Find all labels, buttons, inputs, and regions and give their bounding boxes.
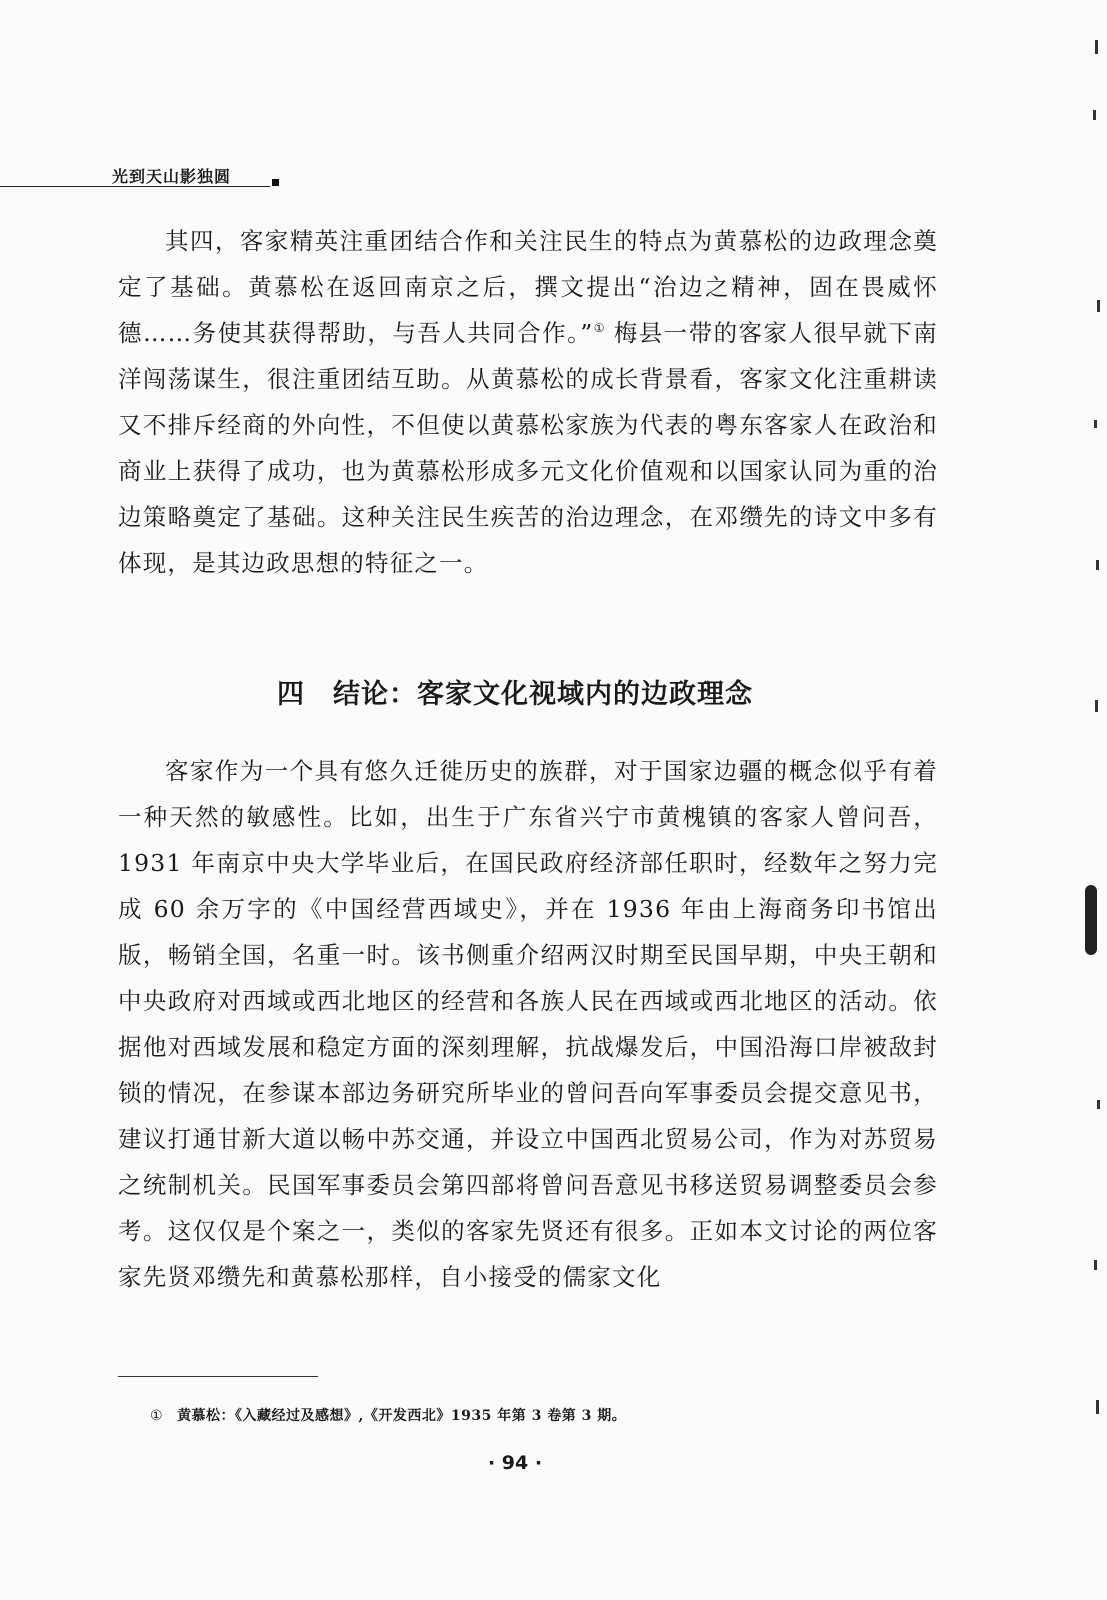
footnote-marker: ①: [150, 1408, 164, 1424]
scan-dash: [1093, 110, 1096, 120]
paragraph-1-text-a: 其四，客家精英注重团结合作和关注民生的特点为黄慕松的边政理念奠定了基础。黄慕松在返回南京之后，撰文提出“治边之精神，固在畏威怀德……务使其获得帮助，与吾人共同合作。”: [118, 227, 938, 347]
section-number: 四: [277, 679, 305, 710]
scan-dash: [1095, 40, 1098, 54]
scan-smudge: [1085, 885, 1097, 955]
running-head-rule: [0, 186, 270, 187]
running-head-title: 光到天山影独圆: [112, 167, 232, 186]
scan-dash: [1097, 300, 1100, 312]
scan-dash: [1097, 1100, 1100, 1109]
scan-dash: [1094, 420, 1097, 428]
page-number: · 94 ·: [487, 1452, 543, 1474]
footnote-divider: [118, 1376, 318, 1377]
scan-edge-marks: [1077, 0, 1107, 1600]
scan-dash: [1096, 560, 1099, 570]
footnote: [150, 1405, 626, 1425]
running-head: [0, 160, 290, 190]
paragraph-1-text-b: 梅县一带的客家人很早就下南洋闯荡谋生，很注重团结互助。从黄慕松的成长背景看，客家文化注重耕读又不排斥经商的外向性，不但使以黄慕松家族为代表的粤东客家人在政治和商业上获得了成功，也为黄慕松形成多元文化价值观和以国家认同为重的治边策略奠定了基础。这种关注民生疾苦的治边理念，在邓缵先的诗文中多有体现，是其边政思想的特征之一。: [118, 319, 939, 577]
scan-dash: [1096, 1400, 1099, 1414]
body-paragraph-2: 客家作为一个具有悠久迁徙历史的族群，对于国家边疆的概念似乎有着一种天然的敏感性。比如，出生于广东省兴宁市黄槐镇的客家人曾问吾，1931 年南京中央大学毕业后，在国民政府经济部任职时，经数年之努力完成 60 余万字的《中国经营西域史》，并在 1936 年由上海商务印书馆出版，畅销全国，名重一时。该书侧重介绍两汉时期至民国早期，中央王朝和中央政府对西域或西北地区的经营和各族人民在西域或西北地区的活动。依据他对西域发展和稳定方面的深刻理解，抗战爆发后，中国沿海口岸被敌封锁的情况，在参谋本部边务研究所毕业的曾问吾向军事委员会提交意见书，建议打通甘新大道以畅中苏交通，并设立中国西北贸易公司，作为对苏贸易之统制机关。民国军事委员会第四部将曾问吾意见书移送贸易调整委员会参考。这仅仅是个案之一，类似的客家先贤还有很多。正如本文讨论的两位客家先贤邓缵先和黄慕松那样，自小接受的儒家文化: [118, 757, 938, 1291]
scan-dash: [1095, 700, 1098, 712]
footnote-text: 黄慕松：《入藏经过及感想》,《开发西北》1935 年第 3 卷第 3 期。: [177, 1408, 627, 1424]
body-paragraph-1: [118, 218, 938, 586]
scan-dash: [1094, 1260, 1097, 1270]
footnote-reference: ①: [593, 321, 605, 336]
running-head-square-mark: [272, 179, 279, 186]
section-heading: [0, 672, 1030, 711]
section-title: 结论：客家文化视域内的边政理念: [333, 679, 753, 710]
